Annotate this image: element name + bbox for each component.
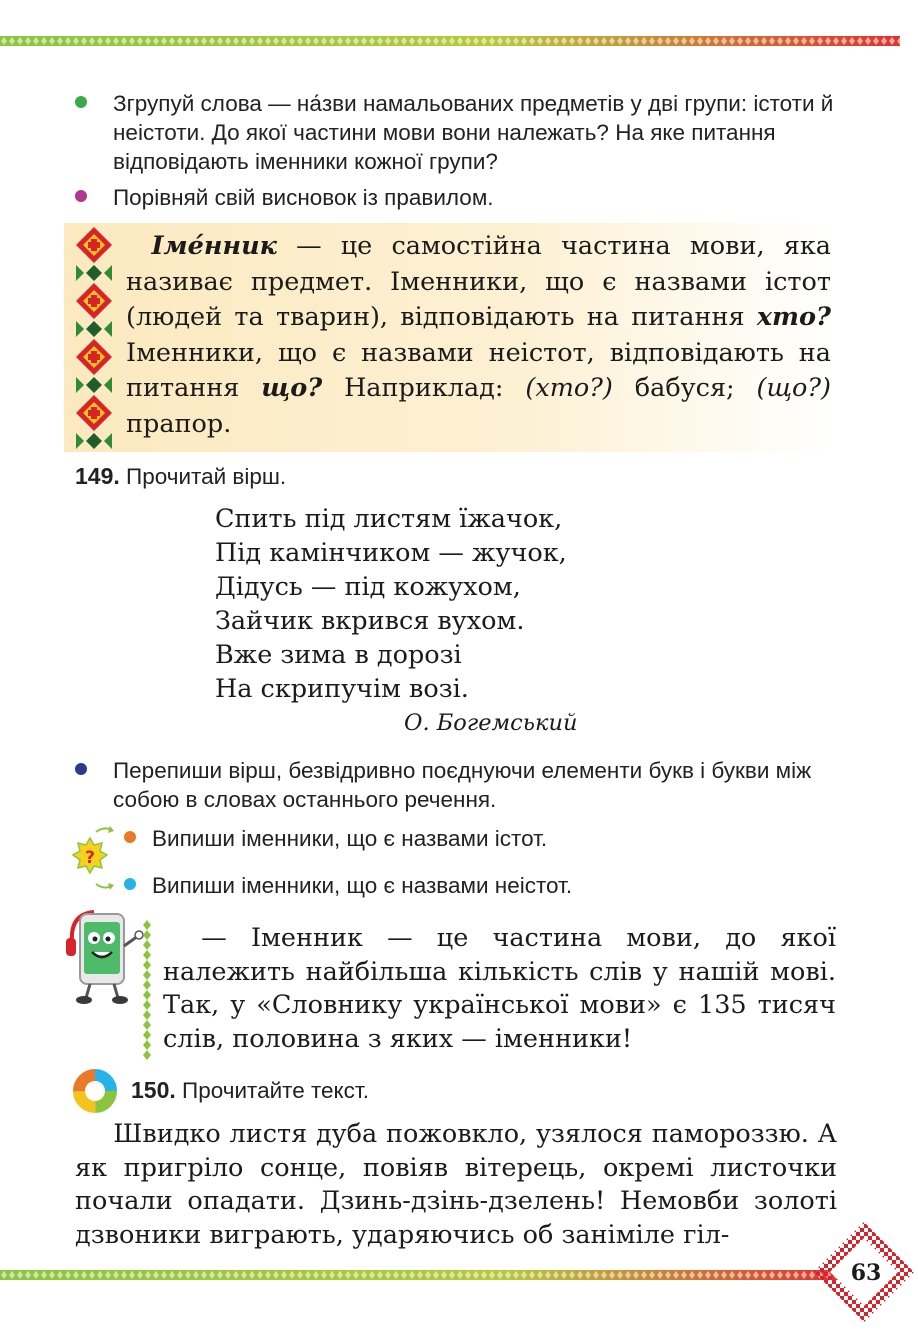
exercise-instruction: Прочитайте текст. [182,1078,369,1103]
exercise-150-header [131,1077,369,1104]
option-animate [124,824,547,853]
green-dotted-divider [138,920,156,1060]
task-rewrite [75,756,848,814]
cyan-bullet-icon [124,878,136,890]
purple-bullet-icon [75,190,87,202]
rule-text: Іменники, що є назвами неістот, відповідають на питання [126,337,831,403]
question-mark-icon [70,822,122,894]
poem-line: Дідусь — під кожухом, [215,572,521,602]
poem-line: Зайчик вкрився вухом. [215,606,525,636]
task-text: Згрупуй слова — на́зви намальованих предметів у дві групи: істоти й неістоти. До якої частини мови вони належать? На яке питання відповідають іменники кожної групи? [113,91,834,174]
page-number: 63 [850,1260,882,1286]
rule-example-question: (хто?) [525,373,613,403]
orange-bullet-icon [124,831,136,843]
poem [215,502,567,706]
task-compare [75,183,494,212]
exercise-149-header [75,463,286,490]
rule-text: — це самостійна частина мови, яка називає предмет. Іменники, що є назвами істот (людей та тварин), відповідають на питання [126,231,831,332]
exercise-instruction: Прочитай вірш. [126,464,287,489]
option-inanimate [124,871,572,900]
exercise-number: 149. [75,463,120,489]
rule-definition [126,229,831,442]
green-bullet-icon [75,96,87,108]
rule-question-what: що? [261,373,323,403]
rule-example-word: прапор. [126,408,232,439]
task-group-words [75,89,848,176]
top-decorative-border [0,36,900,46]
task-text: Випиши іменники, що є назвами неістот. [152,873,573,898]
exercise-number: 150. [131,1077,176,1103]
rule-example-word: бабуся; [612,373,757,403]
poem-author: О. Богемський [404,710,578,736]
rule-term: Іме́нник [151,231,277,261]
reading-text: Швидко листя дуба пожовкло, узялося памороззю. А як пригріло сонце, повіяв вітерець, окремі листочки почали опадати. Дзинь-дзінь-дзелень! Немовби золоті дзвоники виграють, ударяючись об заніміле гіл- [75,1119,837,1250]
rule-example-question: (що?) [756,373,831,403]
svg-text:?: ? [85,848,95,868]
poem-line: Вже зима в дорозі [215,640,462,670]
poem-line: Під камінчиком — жучок, [215,538,567,568]
task-text: Випиши іменники, що є назвами істот. [152,826,548,851]
task-text: Перепиши вірш, безвідривно поєднуючи елементи букв і букви між собою в словах останнього речення. [113,758,812,812]
rule-question-who: хто? [756,302,831,332]
poem-line: Спить під листям їжачок, [215,504,563,534]
blue-bullet-icon [75,763,87,775]
fact-content: — Іменник — це частина мови, до якої належить найбільша кількість слів у нашій мові. Так, у «Словнику української мови» є 135 тисяч слів, половина з яких — іменники! [163,923,836,1054]
color-ring-icon [72,1068,118,1114]
poem-line: На скрипучім возі. [215,674,469,704]
task-text: Порівняй свій висновок із правилом. [113,185,494,210]
exercise-150-text [75,1118,837,1252]
smartphone-mascot-icon [62,906,148,1006]
embroidery-ornament-icon [72,225,116,450]
fact-text [163,922,836,1056]
bottom-decorative-border [0,1270,840,1280]
rule-text: Наприклад: [322,373,526,403]
